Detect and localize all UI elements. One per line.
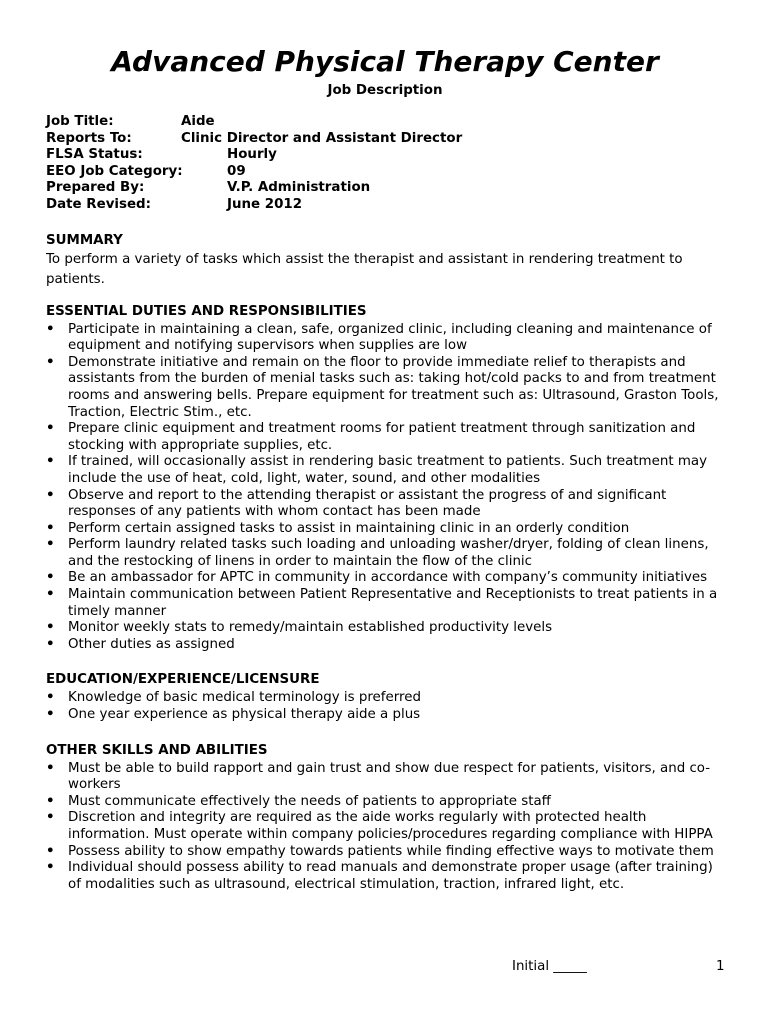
education-list <box>46 690 724 723</box>
bullet-icon: • <box>46 760 55 776</box>
meta-value: V.P. Administration <box>227 180 371 196</box>
list-item-text: Demonstrate initiative and remain on the floor to provide immediate relief to therapists and assistants from the burden of menial tasks such as: taking hot/cold packs to and from treatment rooms and answering bells. Prepare equipment for treatment such as: Ultrasound, Graston Tools, Traction, Electric Stim., etc. <box>68 354 719 420</box>
bullet-icon: • <box>46 843 55 859</box>
job-meta-block <box>46 114 724 214</box>
meta-value: Aide <box>181 114 215 129</box>
list-item <box>46 620 724 637</box>
list-item <box>46 355 724 421</box>
list-item <box>46 454 724 487</box>
page-number: 1 <box>716 959 725 974</box>
meta-row-reports-to <box>46 131 724 148</box>
list-item-text: If trained, will occasionally assist in rendering basic treatment to patients. Such treatment may include the use of heat, cold, light, water, sound, and other modalities <box>68 454 707 486</box>
bullet-icon: • <box>46 520 55 536</box>
list-item <box>46 322 724 355</box>
meta-value: Hourly <box>227 147 277 163</box>
education-heading: EDUCATION/EXPERIENCE/LICENSURE <box>46 672 320 688</box>
list-item <box>46 794 724 811</box>
list-item-text: Observe and report to the attending therapist or assistant the progress of and significant responses of any patients with whom contact has been made <box>68 487 667 520</box>
meta-row-prepared-by <box>46 180 724 197</box>
bullet-icon: • <box>46 707 55 723</box>
duties-list <box>46 322 724 654</box>
bullet-icon: • <box>46 793 55 809</box>
education-section <box>46 671 724 723</box>
skills-list <box>46 761 724 894</box>
meta-label: Date Revised: <box>46 196 152 212</box>
list-item-text: One year experience as physical therapy aide a plus <box>68 707 421 723</box>
list-item <box>46 488 724 521</box>
skills-heading: OTHER SKILLS AND ABILITIES <box>46 742 268 758</box>
meta-label: Reports To: <box>46 130 132 146</box>
document-subtitle: Job Description <box>327 83 443 98</box>
meta-row-date-revised <box>46 197 724 214</box>
list-item-text: Discretion and integrity are required as the aide works regularly with protected health information. Must operate within company policies/procedures regarding compliance with HIPPA <box>68 810 713 842</box>
bullet-icon: • <box>46 587 55 603</box>
list-item <box>46 587 724 620</box>
list-item-text: Be an ambassador for APTC in community in accordance with company’s community initiatives <box>68 570 708 586</box>
meta-label: Prepared By: <box>46 180 145 196</box>
list-item-text: Other duties as assigned <box>68 636 235 652</box>
meta-value: 09 <box>227 163 246 179</box>
bullet-icon: • <box>46 454 55 470</box>
bullet-icon: • <box>46 810 55 826</box>
list-item-text: Perform laundry related tasks such loading and unloading washer/dryer, folding of clean linens, and the restocking of linens in order to maintain the flow of the clinic <box>68 537 709 569</box>
list-item-text: Participate in maintaining a clean, safe, organized clinic, including cleaning and maintenance of equipment and notifying supervisors when supplies are low <box>68 321 712 354</box>
list-item-text: Individual should possess ability to read manuals and demonstrate proper usage (after training) of modalities such as ultrasound, electrical stimulation, traction, infrared light, etc. <box>68 860 713 892</box>
list-item <box>46 707 724 724</box>
list-item-text: Knowledge of basic medical terminology is preferred <box>68 690 421 706</box>
list-item <box>46 690 724 707</box>
page-footer <box>0 959 770 979</box>
list-item-text: Maintain communication between Patient Representative and Receptionists to treat patients in a timely manner <box>68 587 718 619</box>
meta-label: FLSA Status: <box>46 147 143 163</box>
initial-field: Initial _____ <box>512 959 587 974</box>
document-title: Advanced Physical Therapy Center <box>111 45 659 78</box>
list-item <box>46 637 724 654</box>
bullet-icon: • <box>46 860 55 876</box>
meta-label: Job Title: <box>46 114 114 129</box>
meta-row-flsa-status <box>46 147 724 164</box>
summary-text: To perform a variety of tasks which assist the therapist and assistant in rendering treatment to patients. <box>46 251 683 287</box>
summary-section <box>46 232 724 290</box>
duties-heading: ESSENTIAL DUTIES AND RESPONSIBILITIES <box>46 303 367 319</box>
list-item <box>46 860 724 893</box>
meta-value: June 2012 <box>227 196 303 212</box>
list-item <box>46 810 724 843</box>
list-item <box>46 421 724 454</box>
meta-row-eeo-category <box>46 164 724 181</box>
bullet-icon: • <box>46 690 55 706</box>
list-item-text: Must communicate effectively the needs of patients to appropriate staff <box>68 793 551 809</box>
bullet-icon: • <box>46 421 55 437</box>
list-item <box>46 570 724 587</box>
summary-heading: SUMMARY <box>46 232 123 248</box>
meta-label: EEO Job Category: <box>46 163 183 179</box>
bullet-icon: • <box>46 570 55 586</box>
list-item-text: Prepare clinic equipment and treatment rooms for patient treatment through sanitization and stocking with appropriate supplies, etc. <box>68 421 696 453</box>
bullet-icon: • <box>46 487 55 503</box>
list-item-text: Must be able to build rapport and gain trust and show due respect for patients, visitors, and co-workers <box>68 760 711 793</box>
list-item <box>46 761 724 794</box>
meta-value: Clinic Director and Assistant Director <box>181 130 463 146</box>
bullet-icon: • <box>46 537 55 553</box>
list-item <box>46 844 724 861</box>
list-item <box>46 521 724 538</box>
meta-row-job-title <box>46 114 724 131</box>
list-item-text: Perform certain assigned tasks to assist in maintaining clinic in an orderly condition <box>68 520 630 536</box>
bullet-icon: • <box>46 620 55 636</box>
list-item <box>46 537 724 570</box>
bullet-icon: • <box>46 321 55 337</box>
list-item-text: Monitor weekly stats to remedy/maintain established productivity levels <box>68 620 553 636</box>
skills-section <box>46 742 724 894</box>
bullet-icon: • <box>46 636 55 652</box>
duties-section <box>46 303 724 654</box>
bullet-icon: • <box>46 354 55 370</box>
list-item-text: Possess ability to show empathy towards patients while finding effective ways to motivate them <box>68 843 714 859</box>
